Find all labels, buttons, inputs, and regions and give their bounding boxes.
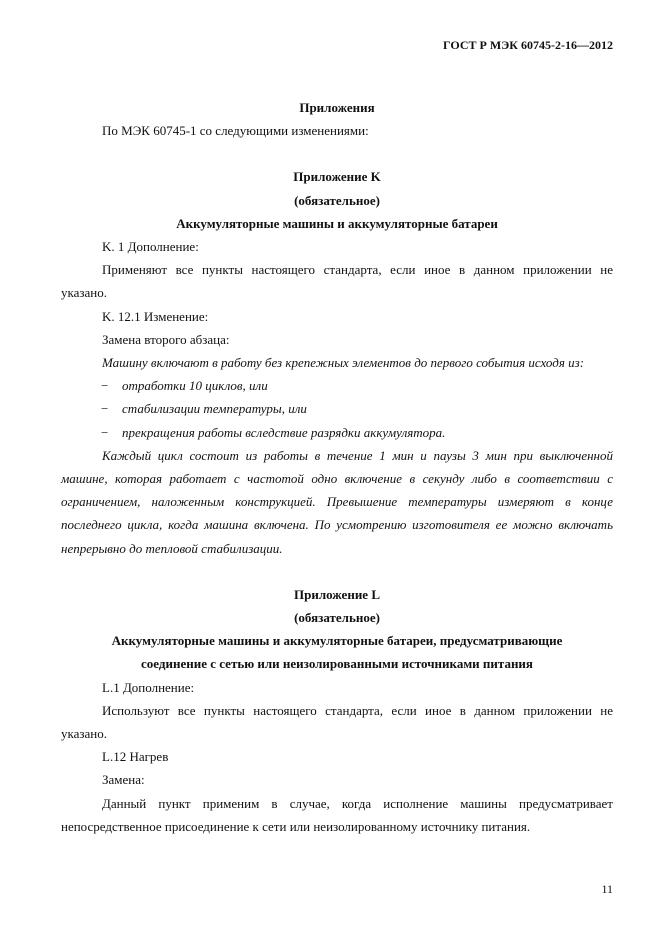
cycle-text-line: непрерывно до тепловой стабилизации.	[61, 540, 283, 556]
cycle-text-line: машине, которая работает с частотой одно включение в секунду либо в соответствии с	[61, 471, 613, 487]
cycle-text-line: ограничением, наложенным конструкцией. Превышение температуры измеряют в конце	[61, 494, 613, 510]
list-item: − стабилизации температуры, или	[101, 401, 307, 417]
cycle-text-line: Каждый цикл состоит из работы в течение 1 мин и паузы 3 мин при выключенной	[102, 447, 613, 463]
list-item: − прекращения работы вследствие разрядки аккумулятора.	[101, 424, 446, 440]
clause-k12: K. 12.1 Изменение:	[102, 308, 209, 324]
clause-l12-text-line: непосредственное присоединение к сети или неизолированному источнику питания.	[61, 818, 531, 834]
clause-k1-text-line: Применяют все пункты настоящего стандарта, если иное в данном приложении не	[102, 262, 613, 278]
page-number: 11	[601, 882, 613, 896]
replace-label: Замена:	[102, 772, 145, 788]
document-header: ГОСТ Р МЭК 60745-2-16—2012	[443, 38, 613, 52]
appendices-title: Приложения	[299, 100, 375, 115]
appendix-l-subtitle: Аккумуляторные машины и аккумуляторные батареи, предусматривающие	[111, 633, 563, 649]
clause-l1-text-line: Используют все пункты настоящего стандарта, если иное в данном приложении не	[102, 702, 613, 718]
clause-l12-text-line: Данный пункт применим в случае, когда исполнение машины предусматривает	[102, 795, 613, 811]
clause-k1: K. 1 Дополнение:	[102, 239, 199, 255]
appendix-l-subtitle: соединение с сетью или неизолированными источниками питания	[141, 656, 533, 672]
cycle-text-line: последнего цикла, когда машина включена. По усмотрению изготовителя ее можно включать	[61, 517, 613, 533]
page-content	[61, 96, 613, 838]
appendix-k-title: Приложение K	[293, 169, 381, 185]
clause-l1-text-line: указано.	[61, 726, 108, 742]
intro-text: По МЭК 60745-1 со следующими изменениями:	[102, 123, 369, 139]
replace-label: Замена второго абзаца:	[102, 331, 230, 347]
appendix-l-status: (обязательное)	[294, 610, 380, 626]
clause-k1-text-line: указано.	[61, 285, 108, 301]
appendix-l-title: Приложение L	[294, 586, 380, 602]
appendix-k-subtitle: Аккумуляторные машины и аккумуляторные батареи	[176, 215, 498, 231]
appendix-k-status: (обязательное)	[294, 192, 380, 208]
list-item: − отработки 10 циклов, или	[101, 378, 268, 394]
italic-intro: Машину включают в работу без крепежных элементов до первого события исходя из:	[102, 355, 585, 371]
clause-l1: L.1 Дополнение:	[102, 679, 195, 695]
clause-l12: L.12 Нагрев	[102, 749, 169, 765]
